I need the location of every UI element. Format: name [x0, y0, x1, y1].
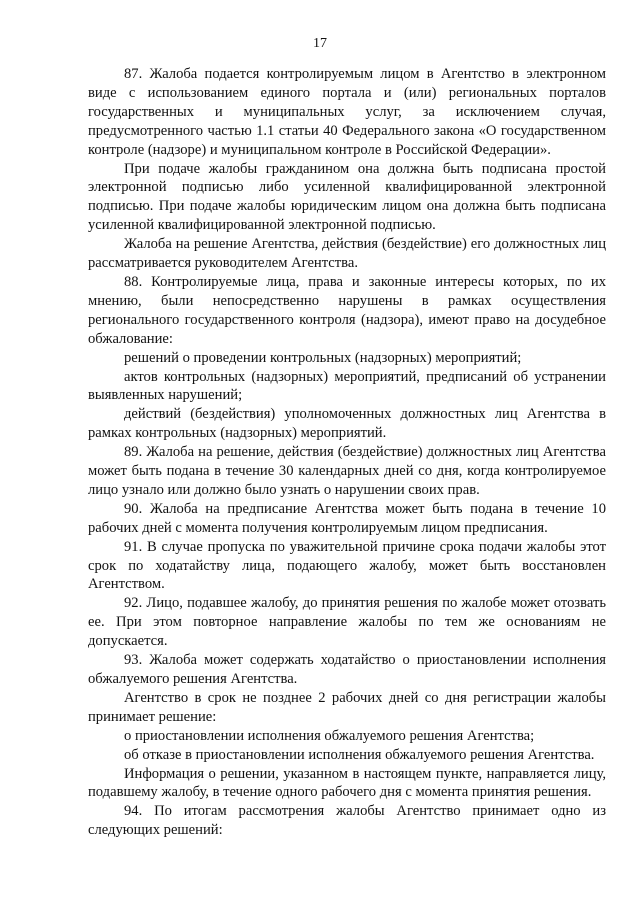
paragraph-complaint-review: Жалоба на решение Агентства, действия (бездействие) его должностных лиц рассматривается руководителем Агентства.	[88, 236, 606, 272]
list-item-decisions: решений о проведении контрольных (надзорных) мероприятий;	[124, 349, 522, 366]
paragraph-92: 92. Лицо, подавшее жалобу, до принятия решения по жалобе может отозвать ее. При этом повторное направление жалобы по тем же основаниям не допускается.	[88, 595, 606, 650]
paragraph-88: 88. Контролируемые лица, права и законные интересы которых, по их мнению, были непосредственно нарушены в рамках осуществления регионального государственного контроля (надзора), имеют право на досудебное обжалование:	[88, 273, 606, 347]
paragraph-94: 94. По итогам рассмотрения жалобы Агентство принимает одно из следующих решений:	[88, 803, 606, 839]
paragraph-91: 91. В случае пропуска по уважительной причине срока подачи жалобы этот срок по ходатайству лица, подающего жалобу, может быть восстановлен Агентством.	[88, 538, 606, 593]
paragraph-87: 87. Жалоба подается контролируемым лицом в Агентство в электронном виде с использованием единого портала и (или) региональных порталов государственных и муниципальных услуг, за исключением случая, предусмотренного частью 1.1 статьи 40 Федерального закона «О государственном контроле (надзоре) и муниципальном контроле в Российской Федерации».	[88, 66, 606, 158]
paragraph-93: 93. Жалоба может содержать ходатайство о приостановлении исполнения обжалуемого решения Агентства.	[88, 652, 606, 687]
paragraph-signature-requirements: При подаче жалобы гражданином она должна быть подписана простой электронной подписью либо усиленной квалифицированной электронной подписью. При подаче жалобы юридическим лицом она должна быть подписана усиленной квалифицированной электронной подписью.	[88, 160, 606, 234]
list-item-acts: актов контрольных (надзорных) мероприятий, предписаний об устранении выявленных нарушений;	[88, 368, 606, 404]
list-item-actions: действий (бездействия) уполномоченных должностных лиц Агентства в рамках контрольных (надзорных) мероприятий.	[88, 406, 606, 442]
list-item-refusal: об отказе в приостановлении исполнения обжалуемого решения Агентства.	[124, 746, 595, 763]
paragraph-notification: Информация о решении, указанном в настоящем пункте, направляется лицу, подавшему жалобу, в течение одного рабочего дня с момента принятия решения.	[88, 765, 606, 801]
paragraph-decision-deadline: Агентство в срок не позднее 2 рабочих дней со дня регистрации жалобы принимает решение:	[88, 689, 606, 725]
paragraph-89: 89. Жалоба на решение, действия (бездействие) должностных лиц Агентства может быть подана в течение 30 календарных дней со дня, когда контролируемое лицо узнало или должно было узнать о нарушении своих прав.	[88, 444, 606, 498]
paragraph-90: 90. Жалоба на предписание Агентства может быть подана в течение 10 рабочих дней с момента получения контролируемым лицом предписания.	[88, 500, 606, 536]
page-number: 17	[313, 36, 327, 51]
document-body	[88, 65, 606, 840]
list-item-suspension: о приостановлении исполнения обжалуемого решения Агентства;	[124, 727, 535, 744]
